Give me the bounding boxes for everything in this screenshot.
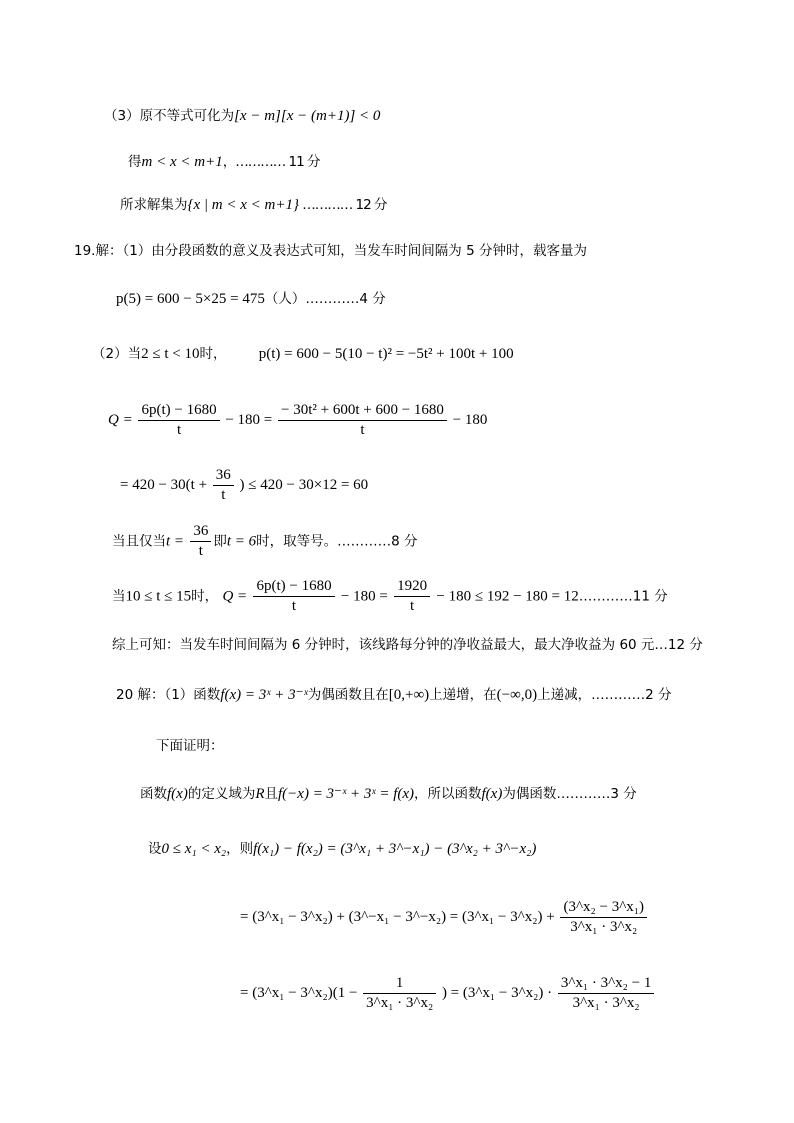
fraction-numerator: 3^x₁ · 3^x₂ − 1: [558, 974, 655, 994]
q20-step1-equation: [240, 898, 649, 937]
q20-domain-e: 为偶函数…………3 分: [502, 786, 637, 802]
q19-Q-tail: − 180: [452, 411, 488, 428]
q19-case2-tail: − 180 ≤ 192 − 180 = 12: [436, 588, 579, 605]
q19-summary: 综上可知：当发车时间间隔为 6 分钟时，该线路每分钟的净收益最大，最大净收益为 60 元…12 分: [112, 637, 703, 653]
q20-heading-b: 为偶函数且在: [307, 687, 389, 703]
fraction-denominator: t: [176, 422, 182, 438]
fraction-denominator: 3^x₁ · 3^x₂: [366, 995, 434, 1011]
fraction-denominator: 3^x₁ · 3^x₂: [570, 919, 638, 935]
q19-equality-b: 即: [213, 533, 227, 550]
fraction-numerator: 36: [190, 522, 211, 542]
q19-part2-line: [92, 345, 514, 363]
q19-case2-b: 时，: [191, 588, 219, 605]
fraction-denominator: t: [291, 598, 297, 614]
fraction: [363, 974, 436, 1013]
q19-Q-mid: − 180 =: [225, 411, 273, 428]
q19-part2-condition: 2 ≤ t < 10: [141, 346, 200, 362]
fraction-numerator: (3^x₂ − 3^x₁): [560, 898, 647, 918]
q20-setup-b: ，则: [226, 841, 254, 857]
fraction-numerator: − 30t² + 600t + 600 − 1680: [278, 401, 447, 421]
q20-domain-a: 函数: [140, 786, 167, 802]
q19-part2-when: 时，: [199, 346, 227, 362]
fraction-denominator: t: [221, 487, 226, 503]
q19-p5-line: [116, 290, 386, 308]
solution-set-label: 所求解集为: [120, 197, 188, 213]
q20-heading-c: 上递增，在: [429, 687, 497, 703]
q19-bound-b: ) ≤ 420 − 30×12 = 60: [239, 476, 369, 493]
q20-setup-equation: f(x₁) − f(x₂) = (3^x₁ + 3^−x₁) − (3^x₂ + 3^−x₂): [253, 841, 537, 857]
fraction: [213, 466, 234, 505]
q19-part2-label: （2）当: [92, 346, 142, 362]
q20-domain-line: [140, 785, 637, 803]
q19-case2-Q: Q =: [222, 588, 248, 605]
part3-solution-set-line: [120, 196, 387, 214]
q19-Q-equation: [108, 401, 487, 440]
fraction-numerator: 6p(t) − 1680: [138, 401, 219, 421]
q19-equality-t: t =: [166, 533, 185, 550]
q20-step2-b: ) = (3^x₁ − 3^x₂) ·: [441, 984, 553, 1001]
q20-step1-a: = (3^x₁ − 3^x₂) + (3^−x₁ − 3^−x₂) = (3^x₁ − 3^x₂) +: [240, 908, 555, 925]
q20-setup-a: 设: [148, 841, 162, 857]
q19-heading: 19.解：（1）由分段函数的意义及表达式可知，当发车时间间隔为 5 分钟时，载客量为: [74, 243, 587, 259]
q20-function: f(x) = 3ˣ + 3⁻ˣ: [220, 687, 308, 703]
q20-setup-line: [148, 840, 536, 858]
q20-domain-R: R: [255, 786, 265, 802]
score-marker: …………11 分: [578, 588, 668, 605]
q19-case2-a: 当: [112, 588, 126, 605]
fraction: [190, 522, 211, 561]
fraction-numerator: 6p(t) − 1680: [253, 577, 334, 597]
q20-step2-a: = (3^x₁ − 3^x₂)(1 −: [240, 984, 358, 1001]
q20-step2-equation: [240, 974, 656, 1013]
fraction: [558, 974, 655, 1013]
fraction-denominator: t: [198, 543, 203, 559]
q20-domain-equation: f(−x) = 3⁻ˣ + 3ˣ = f(x): [278, 786, 415, 802]
q20-domain-c: 且: [264, 786, 278, 802]
part3-label: （3）原不等式可化为: [104, 108, 235, 124]
q19-equality-c: t = 6: [226, 533, 257, 550]
q19-equality-line: [112, 522, 418, 561]
q19-case2-line: [112, 577, 668, 616]
fraction-denominator: 3^x₁ · 3^x₂: [572, 995, 640, 1011]
q19-Q-lhs: Q =: [108, 411, 133, 428]
score-marker: ………… 12 分: [298, 197, 387, 213]
score-marker: ，………… 11 分: [222, 154, 320, 170]
score-marker: （人）…………4 分: [264, 291, 386, 307]
fraction: [138, 401, 219, 440]
q20-heading-d: 上递减，…………2 分: [537, 687, 672, 703]
part3-line: [104, 107, 380, 125]
q19-p5-equation: p(5) = 600 − 5×25 = 475: [116, 291, 265, 307]
q20-domain-d: ，所以函数: [414, 786, 482, 802]
part3-result-inequality: m < x < m+1: [141, 154, 223, 170]
fraction-denominator: t: [360, 422, 365, 438]
q19-bound-equation: [120, 466, 368, 505]
q19-pt-equation: p(t) = 600 − 5(10 − t)² = −5t² + 100t + 100: [258, 346, 514, 362]
q20-proof-label: 下面证明：: [156, 738, 224, 754]
fraction: [278, 401, 447, 440]
q19-case2-mid: − 180 =: [340, 588, 388, 605]
part3-get-label: 得: [128, 154, 142, 170]
q20-interval-2: (−∞,0): [496, 687, 538, 703]
fraction-numerator: 1: [363, 974, 436, 994]
q19-bound-a: = 420 − 30(t +: [120, 476, 208, 493]
fraction: [394, 577, 430, 616]
q20-domain-f2: f(x): [481, 786, 503, 802]
fraction-numerator: 1920: [394, 577, 430, 597]
q19-equality-d: 时，取等号。…………8 分: [256, 533, 418, 550]
q20-domain-f: f(x): [167, 786, 188, 802]
q19-case2-condition: 10 ≤ t ≤ 15: [125, 588, 192, 605]
fraction: [560, 898, 647, 937]
fraction: [253, 577, 334, 616]
fraction-denominator: t: [410, 598, 415, 614]
q20-setup-condition: 0 ≤ x₁ < x₂: [161, 841, 227, 857]
solution-set: {x | m < x < m+1}: [187, 197, 299, 213]
fraction-numerator: 36: [213, 466, 234, 486]
part3-inequality: [x − m][x − (m+1)] < 0: [234, 108, 381, 124]
q19-equality-a: 当且仅当: [112, 533, 166, 550]
q20-heading: [116, 686, 671, 704]
q20-heading-a: 20 解：（1）函数: [116, 687, 221, 703]
q20-interval-1: [0,+∞): [388, 687, 430, 703]
q20-domain-b: 的定义域为: [187, 786, 256, 802]
part3-result-line: [128, 153, 319, 171]
